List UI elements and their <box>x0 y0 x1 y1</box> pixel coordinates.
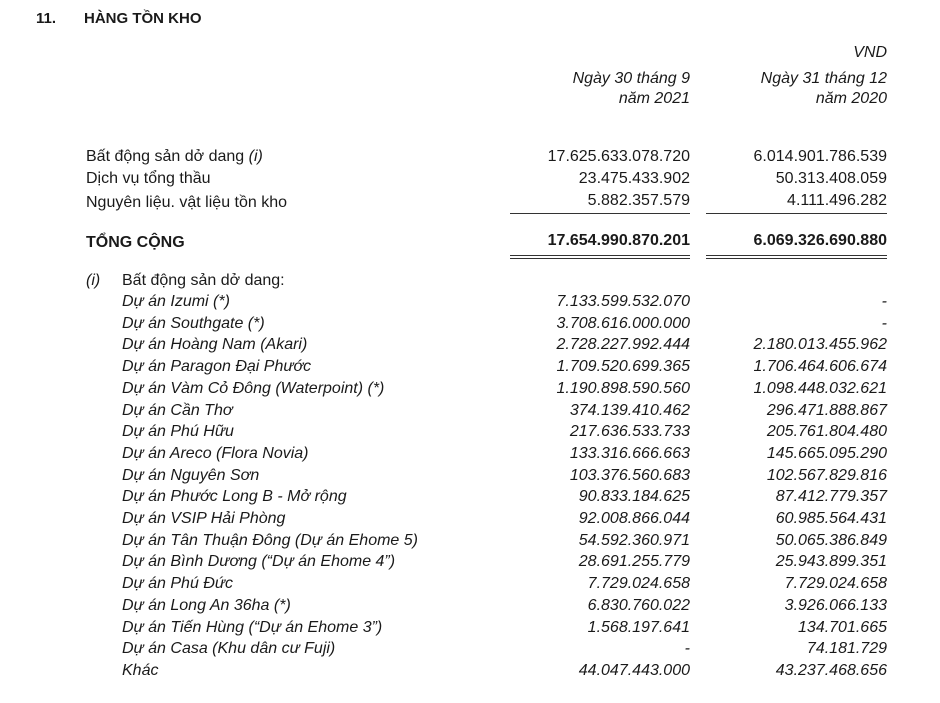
detail-row-value-2021: - <box>684 640 690 657</box>
main-row-label: Nguyên liệu. vật liệu tồn kho <box>86 194 288 211</box>
main-row-value-2020: 6.014.901.786.539 <box>753 148 887 165</box>
detail-row-label: Dự án Southgate (*) <box>122 315 265 332</box>
detail-row-value-2021: 44.047.443.000 <box>578 662 690 679</box>
detail-row-label: Dự án Nguyên Sơn <box>122 467 260 484</box>
detail-row-value-2020: 7.729.024.658 <box>784 575 887 592</box>
total-label: TỔNG CỘNG <box>86 234 185 251</box>
detail-row-label: Dự án Phú Đức <box>122 575 233 592</box>
detail-row-value-2021: 2.728.227.992.444 <box>556 336 690 353</box>
detail-row-value-2020: 43.237.468.656 <box>775 662 887 679</box>
detail-row-label: Dự án Tiến Hùng (“Dự án Ehome 3”) <box>122 619 383 636</box>
section-title: HÀNG TỒN KHO <box>84 10 202 27</box>
detail-row-value-2021: 6.830.760.022 <box>587 597 690 614</box>
detail-row-value-2020: 25.943.899.351 <box>775 553 887 570</box>
detail-row-label: Dự án Phước Long B - Mở rộng <box>122 488 347 505</box>
detail-row-label: Khác <box>122 662 159 679</box>
detail-row-value-2021: 3.708.616.000.000 <box>556 315 690 332</box>
detail-row-value-2021: 133.316.666.663 <box>569 445 690 462</box>
detail-row-value-2021: 1.568.197.641 <box>587 619 690 636</box>
detail-row-value-2021: 54.592.360.971 <box>578 532 690 549</box>
detail-row-value-2020: 205.761.804.480 <box>766 423 887 440</box>
detail-row-value-2021: 374.139.410.462 <box>569 402 690 419</box>
detail-row-label: Dự án Cần Thơ <box>122 402 233 419</box>
detail-row-value-2020: 134.701.665 <box>798 619 887 636</box>
detail-row-value-2020: - <box>881 315 887 332</box>
column-header-2020-line2: năm 2020 <box>815 90 887 107</box>
detail-row-label: Dự án Bình Dương (“Dự án Ehome 4”) <box>122 553 396 570</box>
total-double-line-2020-a <box>706 255 887 256</box>
detail-row-label: Dự án Paragon Đại Phước <box>122 358 312 375</box>
detail-row-value-2021: 1.709.520.699.365 <box>556 358 690 375</box>
detail-row-value-2020: 1.706.464.606.674 <box>753 358 887 375</box>
detail-row-value-2021: 92.008.866.044 <box>578 510 690 527</box>
detail-row-value-2020: 50.065.386.849 <box>775 532 887 549</box>
subtotal-line-2021 <box>510 213 690 214</box>
detail-row-label: Dự án Areco (Flora Novia) <box>122 445 309 462</box>
detail-row-label: Dự án Long An 36ha (*) <box>122 597 291 614</box>
detail-row-value-2020: 2.180.013.455.962 <box>753 336 887 353</box>
main-row-value-2020: 50.313.408.059 <box>775 170 887 187</box>
total-value-2020: 6.069.326.690.880 <box>753 232 887 249</box>
total-double-line-2020-b <box>706 258 887 259</box>
main-row-label <box>86 148 263 166</box>
detail-row-value-2021: 28.691.255.779 <box>578 553 690 570</box>
section-number: 11. <box>36 10 57 27</box>
subtotal-line-2020 <box>706 213 887 214</box>
total-double-line-2021-b <box>510 258 690 259</box>
detail-row-label: Dự án Izumi (*) <box>122 293 230 310</box>
detail-row-value-2020: 87.412.779.357 <box>775 488 887 505</box>
detail-row-value-2021: 7.133.599.532.070 <box>556 293 690 310</box>
detail-row-label: Dự án Hoàng Nam (Akari) <box>122 336 308 353</box>
main-row-value-2020: 4.111.496.282 <box>787 192 887 209</box>
main-row-value-2021: 17.625.633.078.720 <box>547 148 690 165</box>
detail-row-label: Dự án Casa (Khu dân cư Fuji) <box>122 640 336 657</box>
detail-row-value-2020: 296.471.888.867 <box>766 402 887 419</box>
main-row-label-text: Bất động sản dở dang <box>86 148 245 165</box>
main-row-note: (i) <box>248 148 263 165</box>
detail-row-value-2020: 102.567.829.816 <box>766 467 887 484</box>
main-row-value-2021: 23.475.433.902 <box>578 170 690 187</box>
total-double-line-2021-a <box>510 255 690 256</box>
detail-marker: (i) <box>86 272 101 289</box>
detail-row-value-2021: 7.729.024.658 <box>587 575 690 592</box>
detail-title: Bất động sản dở dang: <box>122 272 285 289</box>
detail-row-label: Dự án Phú Hữu <box>122 423 234 440</box>
detail-row-value-2021: 217.636.533.733 <box>569 423 690 440</box>
column-header-2021-line1: Ngày 30 tháng 9 <box>572 70 690 87</box>
detail-row-value-2020: 3.926.066.133 <box>784 597 887 614</box>
detail-row-label: Dự án Vàm Cỏ Đông (Waterpoint) (*) <box>122 380 385 397</box>
detail-row-value-2020: - <box>881 293 887 310</box>
column-header-2021-line2: năm 2021 <box>618 90 690 107</box>
detail-row-value-2021: 103.376.560.683 <box>569 467 690 484</box>
detail-row-label: Dự án Tân Thuận Đông (Dự án Ehome 5) <box>122 532 418 549</box>
detail-row-label: Dự án VSIP Hải Phòng <box>122 510 286 527</box>
detail-row-value-2021: 90.833.184.625 <box>578 488 690 505</box>
main-row-label: Dịch vụ tổng thầu <box>86 170 211 187</box>
total-value-2021: 17.654.990.870.201 <box>547 232 690 249</box>
column-header-2020-line1: Ngày 31 tháng 12 <box>760 70 887 87</box>
detail-row-value-2020: 145.665.095.290 <box>766 445 887 462</box>
detail-row-value-2021: 1.190.898.590.560 <box>556 380 690 397</box>
detail-row-value-2020: 74.181.729 <box>806 640 887 657</box>
detail-row-value-2020: 1.098.448.032.621 <box>753 380 887 397</box>
main-row-value-2021: 5.882.357.579 <box>587 192 690 209</box>
currency-label: VND <box>853 44 887 61</box>
detail-row-value-2020: 60.985.564.431 <box>775 510 887 527</box>
